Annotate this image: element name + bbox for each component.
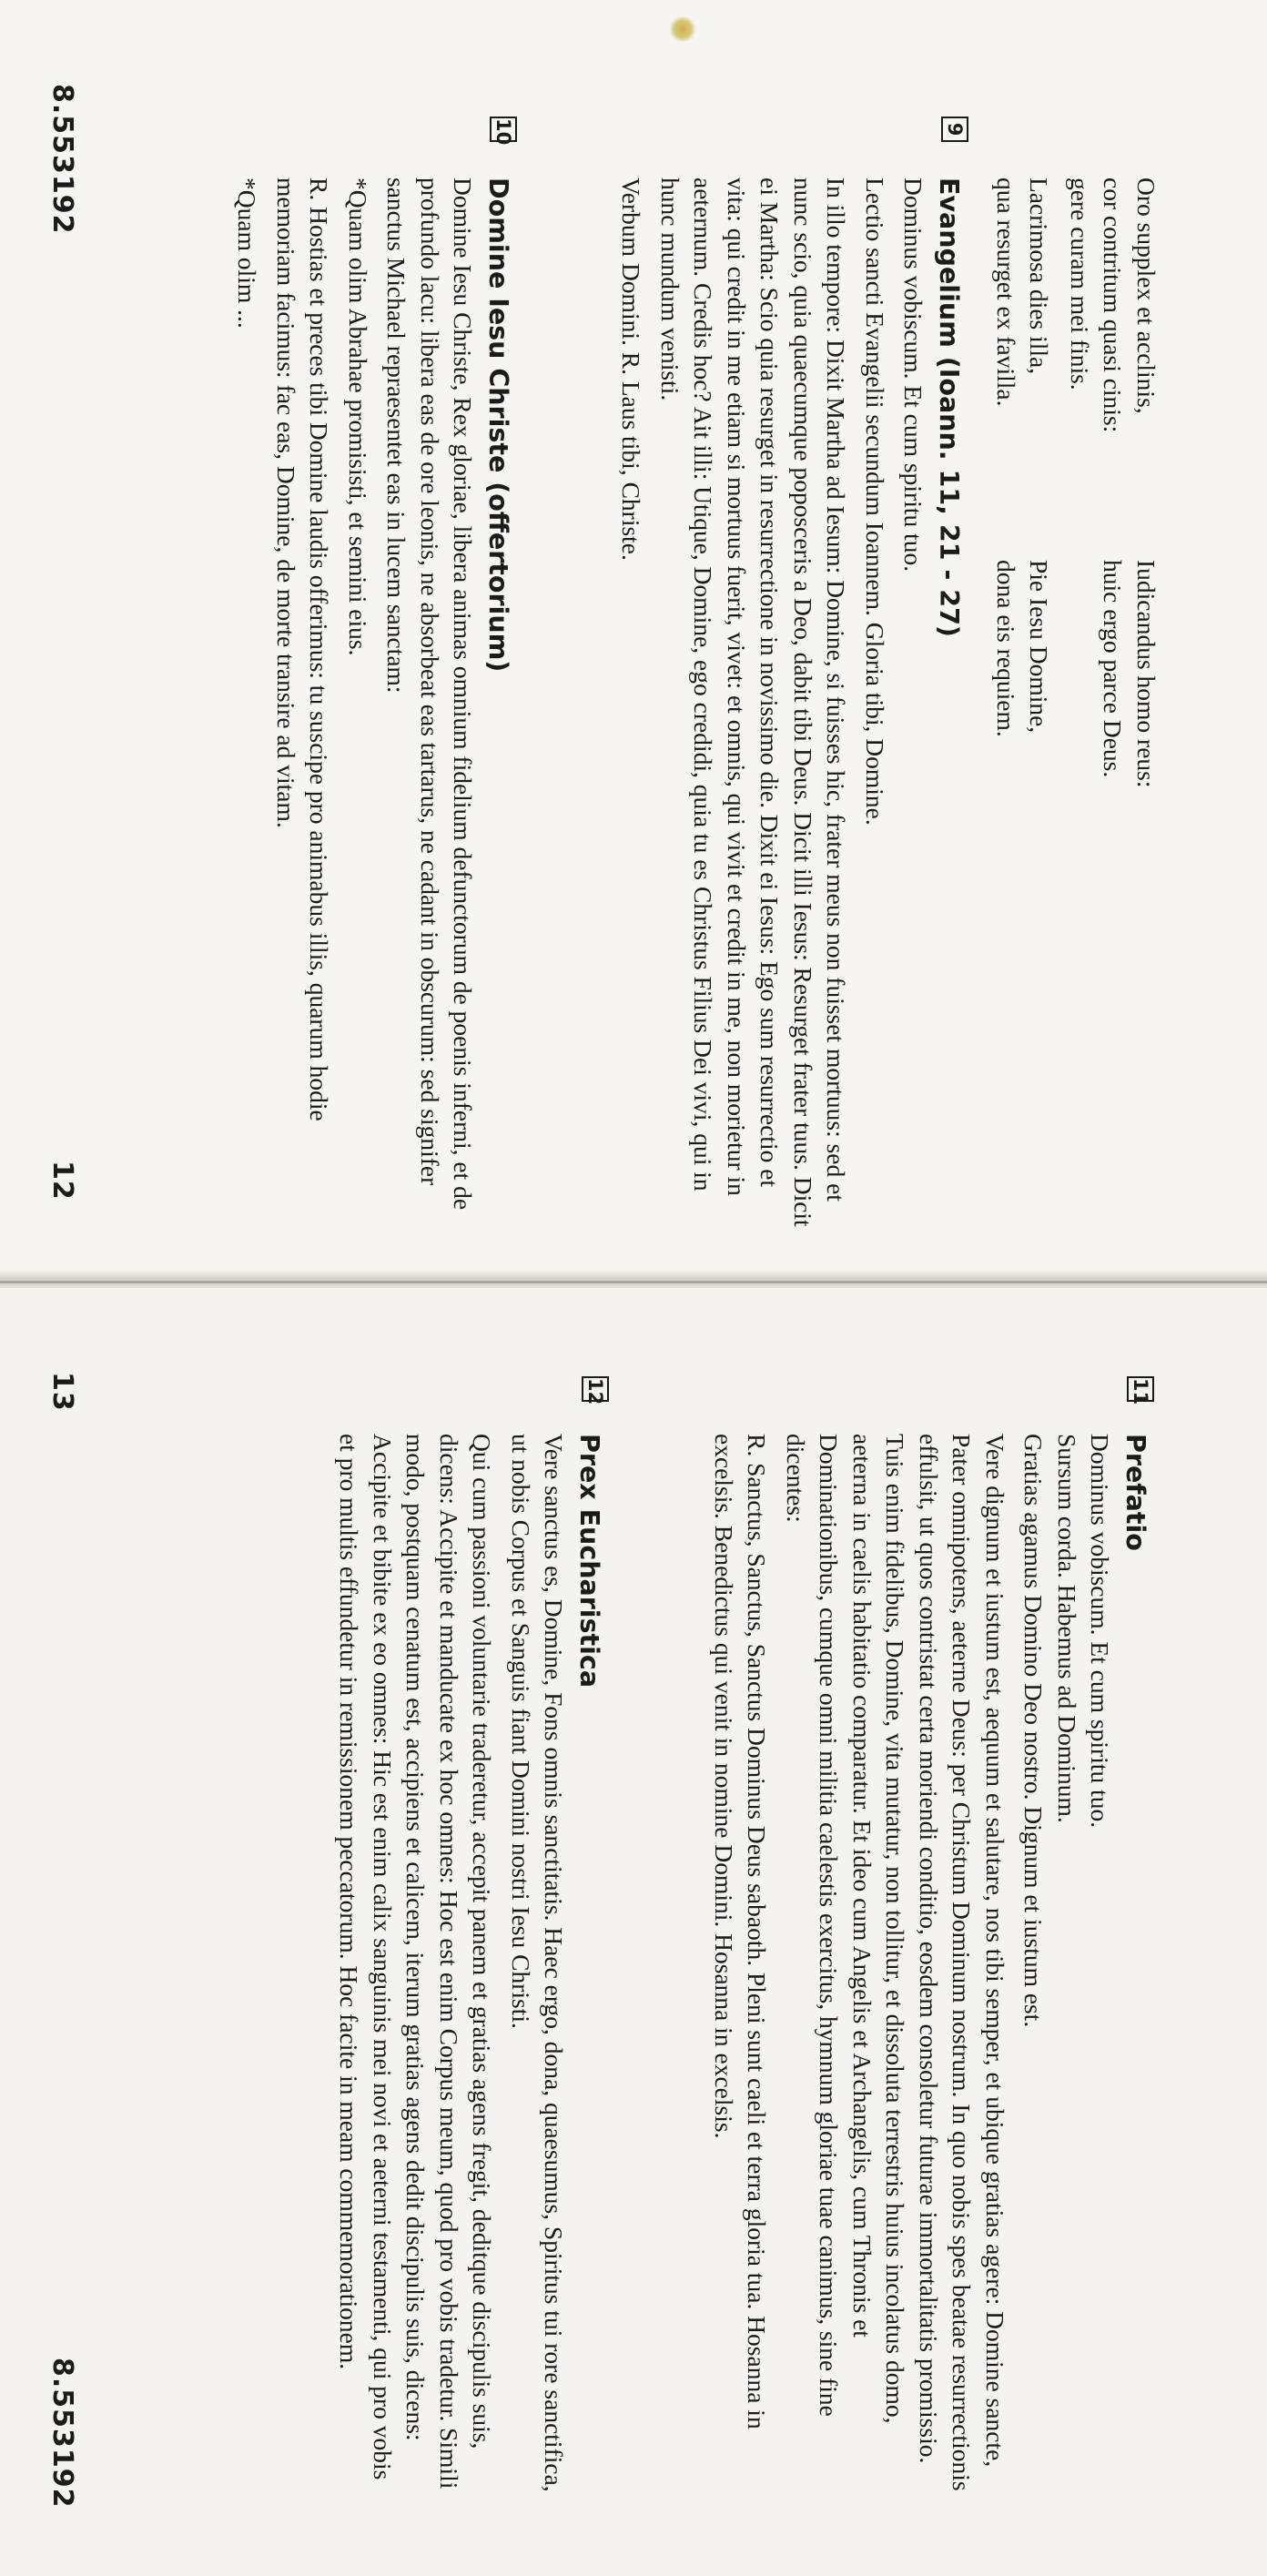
verse-line: dona eis requiem. [992, 560, 1020, 737]
verse-line: Pie Iesu Domine, [1025, 560, 1054, 734]
dialogue-line: Gratias agamus Domino Deo nostro. Dignum et iustum est. [1019, 1434, 1049, 2028]
paragraph: Domine Iesu Christe, Rex gloriae, libera animas omnium fidelium defunctorum de poenis inferni, et de profundo lacu: libera eas de ore leonis, ne absorbeat eas tartarus, ne cadant in obscurum: sed signifer sanctus Michael repraesentet eas in lucem sanctam: [382, 177, 478, 1211]
paragraph: R. Sanctus, Sanctus, Sanctus Dominus Deus sabaoth. Pleni sunt caeli et terra gloria tua. Hosanna in excelsis. Benedictus qui venit in nomine Domini. Hosanna in excelsis. [710, 1434, 772, 2429]
paragraph: *Quam olim Abrahae promisisti, et semini eius. [344, 177, 372, 656]
paragraph: Vere sanctus es, Domine, Fons omnis sanctitatis. Haec ergo, dona, quaesumus, Spiritus tui rore sanctifica, ut nobis Corpus et Sanguis fiant Domini nostri Iesu Christi. [507, 1434, 569, 2492]
paragraph: Verbum Domini. R. Laus tibi, Christe. [617, 177, 646, 561]
verse-line: Lacrimosa dies illa, [1025, 177, 1054, 375]
catalogue-number-bottom: 8.553192 [46, 2358, 78, 2509]
verse-line: qua resurget ex favilla. [992, 177, 1020, 407]
sequence-verse-tail [989, 177, 1163, 1233]
verse-line: cor contritum quasi cinis: [1099, 177, 1128, 433]
paragraph: R. Hostias et preces tibi Domine laudis offerimus: tu suscipe pro animabus illis, quarum hodie memoriam facimus: fac eas, Domine, de morte transire ad vitam. [272, 177, 334, 1121]
page-number-13: 13 [46, 1372, 78, 1412]
paragraph: Qui cum passioni voluntarie traderetur, accepit panem et gratias agens fregit, deditque discipulis suis, dicens: Accipite et manducate ex hoc omnes: Hoc est enim Corpus meum, quod pro vobis tradetur. Simili modo, postquam cenatum est, accipiens et calicem, iterum gratias agens dedit discipulis suis, dicens: Accipite et bibite ex eo omnes: Hic est enim calix sanguinis mei novi et aeterni testamenti, qui pro vobis et pro multis effundetur in remissionem peccatorum. Hoc facite in meam commemorationem. [335, 1434, 497, 2490]
verse-line: gere curam mei finis. [1066, 177, 1094, 390]
paragraph: Lectio sancti Evangelii secundum Ioannem. Gloria tibi, Domine. [861, 177, 889, 826]
section-title: Prefatio [1120, 1434, 1150, 1551]
page-number-12: 12 [46, 1161, 78, 1201]
dialogue-line: Dominus vobiscum. Et cum spiritu tuo. [1086, 1434, 1115, 1829]
section-title: Evangelium (Ioann. 11, 21 - 27) [934, 177, 964, 637]
section-offertorium [225, 177, 514, 1233]
page-12 [0, 0, 1267, 1279]
paragraph: *Quam olim ... [233, 177, 262, 329]
paragraph: Vere dignum et iustum est, aequum et salutare, nos tibi semper, et ubique gratias agere: Domine sancte, Pater omnipotens, aeterne Deus: per Christum Dominum nostrum. In quo nobis spes beatae resurrectionis effulsit, ut quos contristat certa moriendi conditio, eosdem consoletur futurae immortalitatis promissio. Tuis enim fidelibus, Domine, vita mutatur, non tollitur, et dissoluta terrestris huius incolatus domo, aeterna in caelis habitatio comparatur. Et ideo cum Angelis et Archangelis, cum Thronis et Dominationibus, cumque omni militia caelestis exercitus, hymnum gloriae tuae canimus, sine fine dicentes: [782, 1434, 1009, 2491]
paper-stain [669, 16, 696, 42]
section-prefatio [702, 1434, 1152, 2499]
section-prex-eucharistica [327, 1434, 605, 2499]
section-title: Domine Iesu Christe (offertorium) [483, 177, 513, 673]
catalogue-number-top: 8.553192 [46, 84, 78, 235]
section-number-10: 10 [490, 117, 517, 142]
paragraph: Dominus vobiscum. Et cum spiritu tuo. [899, 177, 928, 573]
page-13 [0, 1288, 1267, 2576]
verse-line: Iudicandus homo reus: [1132, 560, 1161, 788]
section-title: Prex Eucharistica [574, 1434, 604, 1689]
section-evangelium [609, 177, 965, 1233]
section-number-12: 12 [582, 1376, 609, 1402]
dialogue-line: Sursum corda. Habemus ad Dominum. [1053, 1434, 1081, 1823]
paragraph: In illo tempore: Dixit Martha ad Iesum: Domine, si fuisses hic, frater meus non fuisset mortuus: sed et nunc scio, quia quaecumque poposceris a Deo, dabit tibi Deus. Dicit illi Iesus: Resurget frater tuus. Dicit ei Martha: Scio quia resurget in resurrectione in novissimo die. Dixit ei Iesus: Ego sum resurrectio et vita: qui credit in me etiam si mortuus fuerit, vivet: et omnis, qui vivit et credit in me, non morietur in aeternum. Credis hoc? Ait illi: Utique, Domine, ego credidi, quia tu es Christus Filius Dei vivi, qui in hunc mundum venisti. [656, 177, 851, 1227]
verse-line: Oro supplex et acclinis, [1132, 177, 1161, 414]
section-number-9: 9 [941, 117, 968, 142]
verse-line: huic ergo parce Deus. [1099, 560, 1128, 778]
section-number-11: 11 [1127, 1376, 1154, 1402]
